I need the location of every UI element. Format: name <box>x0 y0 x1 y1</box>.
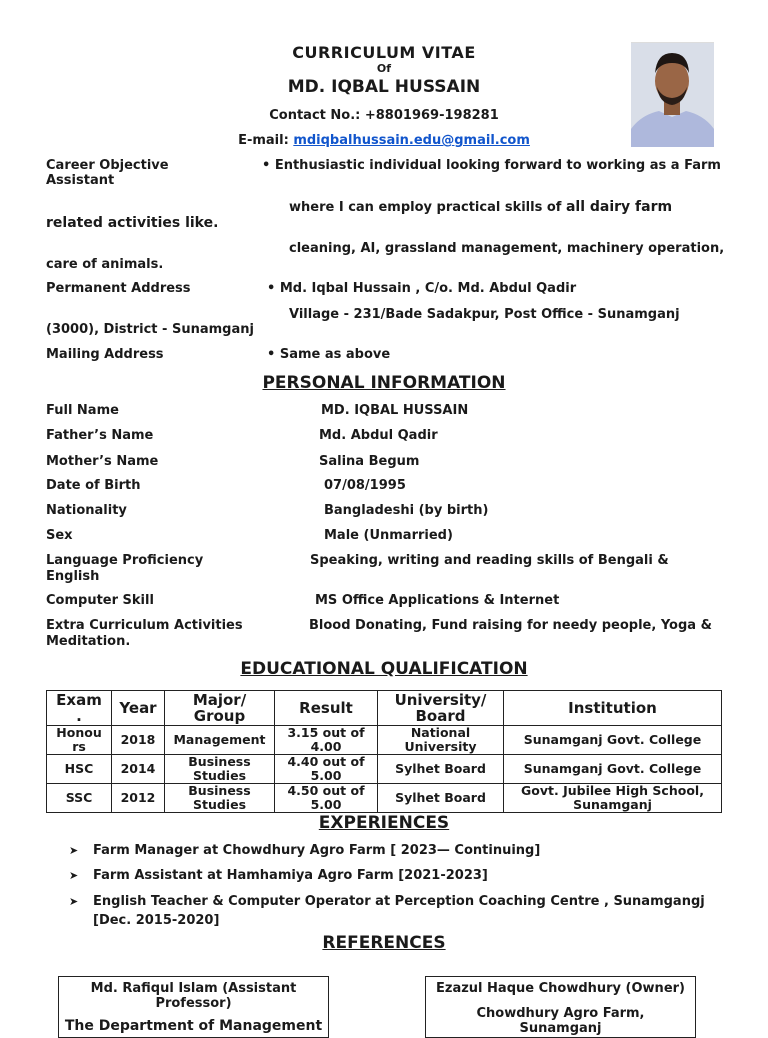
education-table <box>46 690 722 813</box>
email-link[interactable]: mdiqbalhussain.edu@gmail.com <box>293 133 530 148</box>
reference-1-name: Md. Rafiqul Islam (Assistant <box>90 981 297 996</box>
career-objective-line1: • Enthusiastic individual looking forward to working as a Farm <box>262 158 721 173</box>
reference-2-location: Sunamganj <box>519 1021 602 1036</box>
cv-name: MD. IQBAL HUSSAIN <box>287 77 481 97</box>
career-objective-line2 <box>289 199 672 215</box>
value-father-name: Md. Abdul Qadir <box>319 428 438 443</box>
col-header-result <box>275 691 378 726</box>
mailing-address-label: Mailing Address <box>46 347 164 362</box>
value-nationality: Bangladeshi (by birth) <box>324 503 489 518</box>
mailing-address-value: • Same as above <box>267 347 391 362</box>
arrow-bullet-icon: ➤ <box>69 895 79 908</box>
value-language-cont: English <box>46 569 100 584</box>
value-language: Speaking, writing and reading skills of Bengali & <box>310 553 669 568</box>
experiences-heading: EXPERIENCES <box>318 813 450 833</box>
reference-2-company: Chowdhury Agro Farm, <box>476 1006 645 1021</box>
cell-year: 2014 <box>112 755 165 784</box>
col-header-exam-text: Exam . <box>56 691 102 725</box>
value-extra-curricular-cont: Meditation. <box>46 634 131 649</box>
cell-board: National University <box>378 726 504 755</box>
reference-2-name: Ezazul Haque Chowdhury (Owner) <box>436 981 685 996</box>
cell-board: Sylhet Board <box>378 755 504 784</box>
experience-item-cont: [Dec. 2015-2020] <box>93 913 220 928</box>
permanent-address-label: Permanent Address <box>46 281 191 296</box>
label-computer-skill: Computer Skill <box>46 593 154 608</box>
experience-item: Farm Assistant at Hamhamiya Agro Farm [2021-2023] <box>93 868 488 883</box>
cell-institution: Sunamganj Govt. College <box>504 755 722 784</box>
col-header-board <box>378 691 504 726</box>
cell-major: Business Studies <box>165 755 275 784</box>
reference-1-title: Professor) <box>155 996 232 1011</box>
cell-result: 4.50 out of 5.00 <box>275 784 378 813</box>
reference-box-2 <box>425 976 696 1038</box>
label-language: Language Proficiency <box>46 553 204 568</box>
cell-result: 4.40 out of 5.00 <box>275 755 378 784</box>
cv-of: Of <box>376 62 392 75</box>
career-objective-line3: related activities like. <box>46 215 219 231</box>
cell-board: Sylhet Board <box>378 784 504 813</box>
cell-result: 3.15 out of 4.00 <box>275 726 378 755</box>
label-nationality: Nationality <box>46 503 127 518</box>
value-mother-name: Salina Begum <box>319 454 420 469</box>
label-father-name: Father’s Name <box>46 428 154 443</box>
profile-photo-image <box>631 43 714 147</box>
profile-photo <box>631 42 714 147</box>
col-header-board-text: University/ Board <box>394 691 487 725</box>
label-extra-curricular: Extra Curriculum Activities <box>46 618 243 633</box>
cell-major: Management <box>165 726 275 755</box>
value-date-of-birth: 07/08/1995 <box>324 478 406 493</box>
personal-info-heading: PERSONAL INFORMATION <box>262 373 506 393</box>
col-header-year-text: Year <box>119 699 157 717</box>
col-header-major <box>165 691 275 726</box>
label-sex: Sex <box>46 528 73 543</box>
career-objective-label-cont: Assistant <box>46 173 115 188</box>
references-heading: REFERENCES <box>322 933 446 953</box>
col-header-major-text: Major/ Group <box>192 691 247 725</box>
col-header-institution <box>504 691 722 726</box>
value-computer-skill: MS Office Applications & Internet <box>315 593 560 608</box>
permanent-address-line1: • Md. Iqbal Hussain , C/o. Md. Abdul Qadir <box>267 281 577 296</box>
cell-institution: Govt. Jubilee High School, Sunamganj <box>504 784 722 813</box>
arrow-bullet-icon: ➤ <box>69 869 79 882</box>
label-full-name: Full Name <box>46 403 119 418</box>
career-objective-line4: cleaning, AI, grassland management, machinery operation, <box>289 241 725 256</box>
table-row <box>47 726 722 755</box>
label-date-of-birth: Date of Birth <box>46 478 141 493</box>
career-objective-line2b: all dairy farm <box>565 199 673 215</box>
cell-exam: Honou rs <box>47 726 112 755</box>
table-row <box>47 784 722 813</box>
col-header-result-text: Result <box>299 699 353 717</box>
experience-item: English Teacher & Computer Operator at Perception Coaching Centre , Sunamgangj <box>93 894 705 909</box>
cell-year: 2018 <box>112 726 165 755</box>
col-header-year <box>112 691 165 726</box>
email-label: E-mail: <box>238 133 294 148</box>
value-sex: Male (Unmarried) <box>324 528 453 543</box>
cell-institution: Sunamganj Govt. College <box>504 726 722 755</box>
cell-year: 2012 <box>112 784 165 813</box>
table-row <box>47 755 722 784</box>
arrow-bullet-icon: ➤ <box>69 844 79 857</box>
cv-title: CURRICULUM VITAE <box>292 43 476 62</box>
cell-major: Business Studies <box>165 784 275 813</box>
career-objective-label: Career Objective <box>46 158 169 173</box>
value-extra-curricular: Blood Donating, Fund raising for needy people, Yoga & <box>309 618 712 633</box>
experience-item: Farm Manager at Chowdhury Agro Farm [ 2023— Continuing] <box>93 843 541 858</box>
contact-number: Contact No.: +8801969-198281 <box>269 108 499 123</box>
cell-exam: SSC <box>47 784 112 813</box>
permanent-address-line3: (3000), District - Sunamganj <box>46 322 254 337</box>
career-objective-line5: care of animals. <box>46 257 164 272</box>
label-mother-name: Mother’s Name <box>46 454 159 469</box>
reference-1-department: The Department of Management <box>64 1018 323 1034</box>
career-objective-line2a: where I can employ practical skills of <box>289 200 566 215</box>
education-heading: EDUCATIONAL QUALIFICATION <box>240 659 528 679</box>
education-header-row <box>47 691 722 726</box>
col-header-exam <box>47 691 112 726</box>
permanent-address-line2: Village - 231/Bade Sadakpur, Post Office - Sunamganj <box>289 307 680 322</box>
col-header-institution-text: Institution <box>568 699 657 717</box>
cell-exam: HSC <box>47 755 112 784</box>
value-full-name: MD. IQBAL HUSSAIN <box>321 403 469 418</box>
reference-box-1 <box>58 976 329 1038</box>
